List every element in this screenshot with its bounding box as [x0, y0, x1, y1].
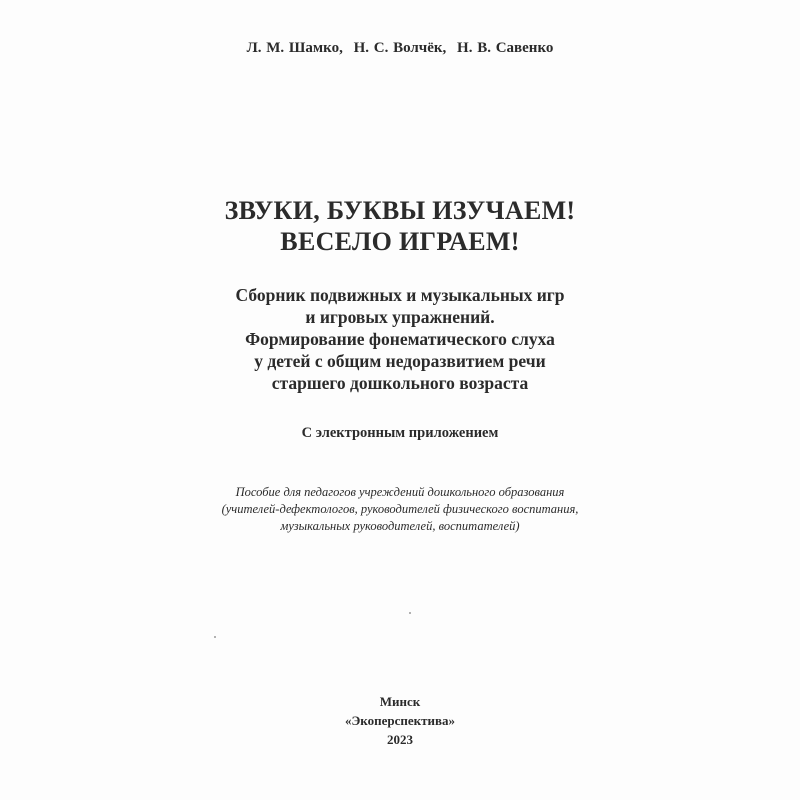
print-speck	[409, 612, 411, 614]
imprint-year: 2023	[387, 732, 413, 747]
book-title-line: ЗВУКИ, БУКВЫ ИЗУЧАЕМ!	[224, 196, 576, 225]
author-name: Н. В. Савенко	[457, 40, 554, 56]
audience-line: (учителей-дефектологов, руководителей физического воспитания,	[221, 502, 579, 516]
subtitle-line: Формирование фонематического слуха	[245, 329, 555, 349]
book-title-line: ВЕСЕЛО ИГРАЕМ!	[280, 227, 520, 256]
book-subtitle	[0, 284, 800, 394]
subtitle-line: Сборник подвижных и музыкальных игр	[235, 285, 565, 305]
subtitle-line: у детей с общим недоразвитием речи	[254, 351, 546, 371]
audience-line: Пособие для педагогов учреждений дошкольного образования	[235, 485, 565, 499]
author-name: Н. С. Волчёк,	[353, 40, 447, 56]
subtitle-line: старшего дошкольного возраста	[271, 373, 529, 393]
imprint-city: Минск	[379, 694, 421, 709]
book-title	[0, 195, 800, 257]
imprint	[0, 692, 800, 749]
authors-line	[0, 40, 800, 57]
audience-line: музыкальных руководителей, воспитателей)	[280, 519, 520, 533]
author-name: Л. М. Шамко,	[246, 40, 343, 56]
supplement-note: С электронным приложением	[301, 425, 499, 441]
imprint-publisher: «Экоперспектива»	[344, 713, 456, 728]
print-speck	[214, 636, 216, 638]
audience-note	[0, 484, 800, 535]
subtitle-line: и игровых упражнений.	[305, 307, 495, 327]
